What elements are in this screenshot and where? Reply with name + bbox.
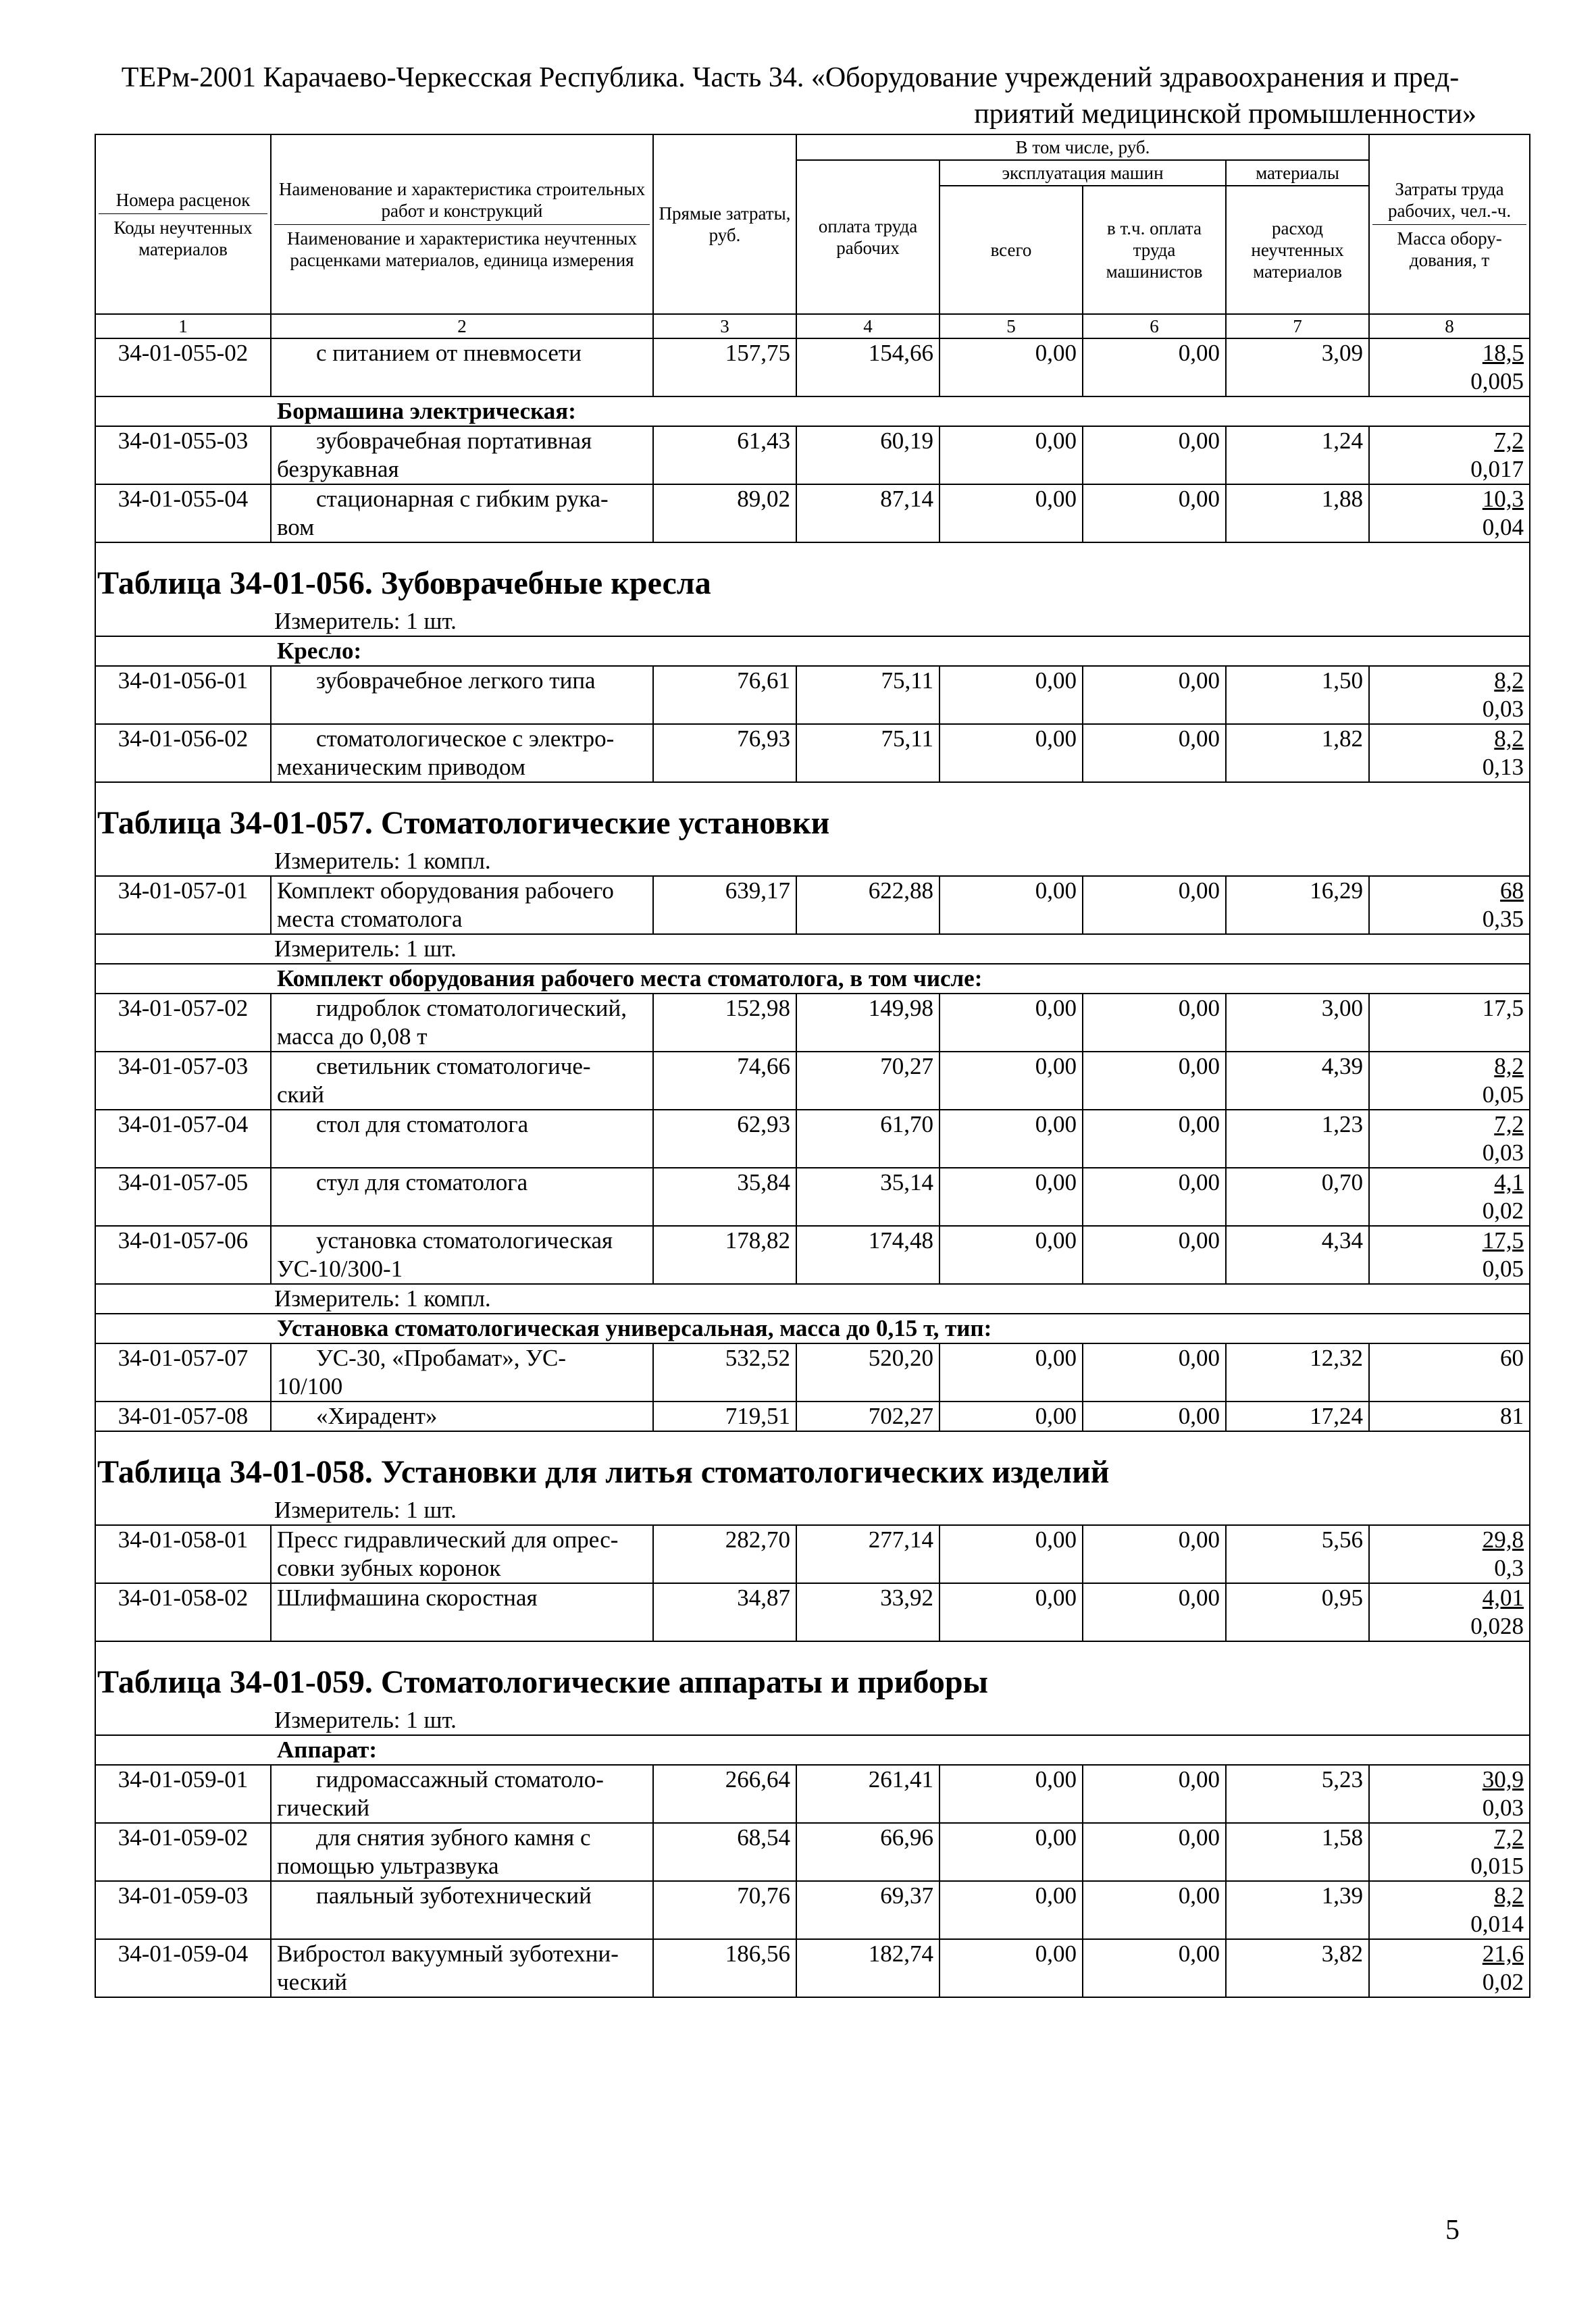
materials-cell: 1,88 [1226,484,1369,542]
labor-value: 29,8 [1482,1526,1524,1553]
mass-value: 0,13 [1482,754,1524,780]
machines-total-cell: 0,00 [939,724,1083,782]
group-row: Бормашина электрическая: [95,396,1530,426]
machines-total-cell: 0,00 [939,1168,1083,1226]
materials-cell: 3,09 [1226,338,1369,396]
page-number: 5 [1445,2215,1460,2246]
labor-pay-cell: 75,11 [796,666,939,724]
table-row [95,338,1530,396]
rate-name-cell [271,666,653,724]
name-line-2: совки зубных коронок [277,1555,501,1581]
mass-value: 0,05 [1482,1081,1524,1108]
machines-total-cell: 0,00 [939,426,1083,484]
table-row [95,994,1530,1052]
materials-cell: 3,00 [1226,994,1369,1052]
machines-total-cell: 0,00 [939,1343,1083,1402]
labor-mass-cell [1369,338,1530,396]
direct-cost-cell: 76,61 [653,666,796,724]
mass-value: 0,35 [1482,906,1524,932]
machines-total-cell: 0,00 [939,1881,1083,1939]
machines-total-cell: 0,00 [939,666,1083,724]
materials-cell: 1,82 [1226,724,1369,782]
labor-mass-cell [1369,426,1530,484]
labor-value: 60 [1500,1345,1524,1371]
machines-total-cell: 0,00 [939,1583,1083,1641]
mass-value: 0,3 [1494,1555,1524,1581]
rate-name-cell [271,484,653,542]
machinist-pay-cell: 0,00 [1083,426,1226,484]
machines-total-cell: 0,00 [939,1823,1083,1881]
table-row [95,1939,1530,1997]
labor-pay-cell: 70,27 [796,1052,939,1110]
mass-value: 0,005 [1470,368,1524,394]
mass-value: 0,04 [1482,514,1524,540]
machinist-pay-cell: 0,00 [1083,1110,1226,1168]
labor-mass-cell [1369,1402,1530,1431]
machinist-pay-cell: 0,00 [1083,1052,1226,1110]
section-title: Таблица 34-01-059. Стоматологические аппараты и приборы [97,1664,988,1700]
measure-row: Измеритель: 1 компл. [95,847,1530,876]
labor-pay-cell: 35,14 [796,1168,939,1226]
header-incl: В том числе, руб. [796,134,1369,160]
machines-total-cell: 0,00 [939,338,1083,396]
table-row [95,484,1530,542]
name-line-1: Вибростол вакуумный зуботехни- [277,1940,619,1967]
labor-value: 4,1 [1494,1169,1524,1195]
rate-name-cell [271,1343,653,1402]
spacer-row [95,1431,1530,1449]
direct-cost-cell: 34,87 [653,1583,796,1641]
name-line-1: Пресс гидравлический для опрес- [277,1526,619,1553]
rate-code-cell: 34-01-059-04 [95,1939,271,1997]
materials-cell: 5,56 [1226,1525,1369,1583]
name-line-2: места стоматолога [277,906,463,932]
direct-cost-cell: 62,93 [653,1110,796,1168]
table-row [95,1110,1530,1168]
labor-pay-cell: 66,96 [796,1823,939,1881]
name-line-1: зубоврачебная портативная [316,428,592,454]
direct-cost-cell: 70,76 [653,1881,796,1939]
labor-pay-cell: 87,14 [796,484,939,542]
labor-pay-cell: 174,48 [796,1226,939,1284]
labor-value: 8,2 [1494,1053,1524,1079]
rate-code-cell: 34-01-057-08 [95,1402,271,1431]
labor-mass-cell [1369,1110,1530,1168]
section-title-row [95,560,1530,607]
col-num: 4 [796,314,939,338]
header-pay: оплата труда рабочих [796,160,939,314]
rate-code-cell: 34-01-057-02 [95,994,271,1052]
labor-value: 4,01 [1482,1585,1524,1611]
table-row [95,1343,1530,1402]
table-row [95,1583,1530,1641]
measure-row: Измеритель: 1 шт. [95,1706,1530,1735]
machinist-pay-cell: 0,00 [1083,1343,1226,1402]
table-row [95,1226,1530,1284]
direct-cost-cell: 282,70 [653,1525,796,1583]
rate-code-cell: 34-01-057-06 [95,1226,271,1284]
machines-total-cell: 0,00 [939,1939,1083,1997]
labor-value: 7,2 [1494,428,1524,454]
name-line-1: гидроблок стоматологический, [316,995,627,1021]
labor-pay-cell: 622,88 [796,876,939,934]
name-line-2: безрукавная [277,456,399,482]
labor-mass-cell [1369,1583,1530,1641]
measure-row: Измеритель: 1 шт. [95,934,1530,964]
rate-code-cell: 34-01-055-04 [95,484,271,542]
materials-cell: 1,23 [1226,1110,1369,1168]
name-line-2: УС-10/300-1 [277,1256,403,1282]
table-row [95,1881,1530,1939]
rate-code-cell: 34-01-059-01 [95,1765,271,1823]
machines-total-cell: 0,00 [939,1052,1083,1110]
machinist-pay-cell: 0,00 [1083,1525,1226,1583]
labor-mass-cell [1369,1343,1530,1402]
name-line-1: паяльный зуботехнический [316,1882,592,1909]
machinist-pay-cell: 0,00 [1083,876,1226,934]
group-row: Аппарат: [95,1735,1530,1765]
header-labor: Затраты труда рабочих, чел.-ч. Масса обору-дования, т [1369,134,1530,314]
labor-value: 10,3 [1482,486,1524,512]
name-line-1: с питанием от пневмосети [316,340,582,366]
rate-code-cell: 34-01-056-01 [95,666,271,724]
name-line-2: ческий [277,1969,348,1995]
direct-cost-cell: 61,43 [653,426,796,484]
machinist-pay-cell: 0,00 [1083,1402,1226,1431]
rate-name-cell [271,1939,653,1997]
name-line-1: зубоврачебное легкого типа [316,667,596,694]
materials-cell: 16,29 [1226,876,1369,934]
col-num: 5 [939,314,1083,338]
name-line-2: масса до 0,08 т [277,1023,428,1050]
rate-code-cell: 34-01-055-02 [95,338,271,396]
direct-cost-cell: 532,52 [653,1343,796,1402]
labor-mass-cell [1369,994,1530,1052]
rate-name-cell [271,1052,653,1110]
machines-total-cell: 0,00 [939,1765,1083,1823]
col-num: 1 [95,314,271,338]
mass-value: 0,03 [1482,1139,1524,1166]
machinist-pay-cell: 0,00 [1083,666,1226,724]
labor-value: 7,2 [1494,1824,1524,1851]
labor-mass-cell [1369,724,1530,782]
machinist-pay-cell: 0,00 [1083,1226,1226,1284]
name-line-2: ский [277,1081,324,1108]
machinist-pay-cell: 0,00 [1083,1765,1226,1823]
labor-pay-cell: 702,27 [796,1402,939,1431]
labor-value: 7,2 [1494,1111,1524,1137]
rate-code-cell: 34-01-058-02 [95,1583,271,1641]
machinist-pay-cell: 0,00 [1083,994,1226,1052]
mass-value: 0,03 [1482,1795,1524,1821]
rate-name-cell [271,1881,653,1939]
labor-value: 8,2 [1494,667,1524,694]
materials-cell: 1,39 [1226,1881,1369,1939]
header-machines: эксплуатация машин [939,160,1226,186]
labor-value: 17,5 [1482,995,1524,1021]
machinist-pay-cell: 0,00 [1083,1881,1226,1939]
machines-total-cell: 0,00 [939,1226,1083,1284]
rate-name-cell [271,338,653,396]
table-row [95,724,1530,782]
rate-code-cell: 34-01-058-01 [95,1525,271,1583]
rate-code-cell: 34-01-057-03 [95,1052,271,1110]
rate-name-cell [271,1168,653,1226]
table-row [95,1525,1530,1583]
direct-cost-cell: 639,17 [653,876,796,934]
rate-code-cell: 34-01-059-03 [95,1881,271,1939]
name-line-1: УС-30, «Пробамат», УС- [316,1345,567,1371]
direct-cost-cell: 76,93 [653,724,796,782]
name-line-1: стул для стоматолога [316,1169,528,1195]
direct-cost-cell: 89,02 [653,484,796,542]
machinist-pay-cell: 0,00 [1083,484,1226,542]
materials-cell: 17,24 [1226,1402,1369,1431]
labor-mass-cell [1369,1881,1530,1939]
name-line-1: для снятия зубного камня с [316,1824,591,1851]
machines-total-cell: 0,00 [939,994,1083,1052]
mass-value: 0,014 [1470,1911,1524,1937]
labor-mass-cell [1369,1525,1530,1583]
labor-mass-cell [1369,484,1530,542]
rate-code-cell: 34-01-057-01 [95,876,271,934]
rate-name-cell [271,724,653,782]
table-row [95,1765,1530,1823]
table-row [95,666,1530,724]
machinist-pay-cell: 0,00 [1083,1583,1226,1641]
header-incl-pay: в т.ч. оплата труда машинистов [1083,186,1226,314]
labor-pay-cell: 75,11 [796,724,939,782]
labor-pay-cell: 277,14 [796,1525,939,1583]
spacer-row [95,542,1530,560]
materials-cell: 12,32 [1226,1343,1369,1402]
table-row [95,1402,1530,1431]
col-num: 2 [271,314,653,338]
rate-code-cell: 34-01-057-05 [95,1168,271,1226]
mass-value: 0,02 [1482,1198,1524,1224]
direct-cost-cell: 68,54 [653,1823,796,1881]
labor-pay-cell: 154,66 [796,338,939,396]
labor-pay-cell: 149,98 [796,994,939,1052]
direct-cost-cell: 178,82 [653,1226,796,1284]
rate-name-cell [271,994,653,1052]
materials-cell: 5,23 [1226,1765,1369,1823]
section-title-row [95,800,1530,847]
rate-code-cell: 34-01-057-04 [95,1110,271,1168]
table-header [95,134,1530,338]
labor-value: 18,5 [1482,340,1524,366]
name-line-1: Шлифмашина скоростная [277,1585,538,1611]
rate-name-cell [271,1226,653,1284]
section-title: Таблица 34-01-057. Стоматологические установки [97,805,830,841]
rate-name-cell [271,1823,653,1881]
section-title: Таблица 34-01-058. Установки для литья стоматологических изделий [97,1454,1110,1490]
mass-value: 0,05 [1482,1256,1524,1282]
labor-pay-cell: 60,19 [796,426,939,484]
materials-cell: 3,82 [1226,1939,1369,1997]
table-row [95,1823,1530,1881]
name-line-2: вом [277,514,315,540]
measure-row: Измеритель: 1 шт. [95,1496,1530,1525]
header-line-2: приятий медицинской промышленности» [974,99,1476,130]
machines-total-cell: 0,00 [939,1402,1083,1431]
rates-table [95,134,1530,1998]
group-row: Кресло: [95,636,1530,666]
name-line-1: «Хирадент» [316,1403,438,1429]
header-line-1: ТЕРм-2001 Карачаево-Черкесская Республика. Часть 34. «Оборудование учреждений здравоохранения и пред- [121,62,1460,93]
labor-mass-cell [1369,666,1530,724]
machinist-pay-cell: 0,00 [1083,1823,1226,1881]
labor-mass-cell [1369,1939,1530,1997]
materials-cell: 1,24 [1226,426,1369,484]
mass-value: 0,017 [1470,456,1524,482]
materials-cell: 4,39 [1226,1052,1369,1110]
labor-mass-cell [1369,1823,1530,1881]
rate-name-cell [271,1525,653,1583]
labor-pay-cell: 69,37 [796,1881,939,1939]
direct-cost-cell: 35,84 [653,1168,796,1226]
labor-value: 81 [1500,1403,1524,1429]
name-line-1: стационарная с гибким рука- [316,486,609,512]
labor-value: 30,9 [1482,1766,1524,1793]
table-row [95,876,1530,934]
name-line-2: гический [277,1795,370,1821]
name-line-1: Комплект оборудования рабочего [277,877,614,904]
labor-pay-cell: 261,41 [796,1765,939,1823]
page-header [101,59,1479,132]
rate-code-cell: 34-01-056-02 [95,724,271,782]
materials-cell: 0,70 [1226,1168,1369,1226]
col-num: 8 [1369,314,1530,338]
rate-name-cell [271,1110,653,1168]
direct-cost-cell: 186,56 [653,1939,796,1997]
column-numbers-row [95,314,1530,338]
machinist-pay-cell: 0,00 [1083,1939,1226,1997]
labor-value: 17,5 [1482,1227,1524,1254]
col-num: 6 [1083,314,1226,338]
name-line-1: стол для стоматолога [316,1111,529,1137]
direct-cost-cell: 157,75 [653,338,796,396]
section-title: Таблица 34-01-056. Зубоврачебные кресла [97,565,711,601]
section-title-row [95,1659,1530,1706]
rate-name-cell [271,1765,653,1823]
header-total: всего [939,186,1083,314]
labor-mass-cell [1369,1052,1530,1110]
materials-cell: 4,34 [1226,1226,1369,1284]
labor-value: 21,6 [1482,1940,1524,1967]
col-num: 7 [1226,314,1369,338]
table-body [95,338,1530,1997]
rate-name-cell [271,426,653,484]
header-materials: материалы [1226,160,1369,186]
direct-cost-cell: 266,64 [653,1765,796,1823]
name-line-1: установка стоматологическая [316,1227,613,1254]
direct-cost-cell: 152,98 [653,994,796,1052]
table-row [95,1168,1530,1226]
name-line-1: гидромассажный стоматоло- [316,1766,604,1793]
labor-mass-cell [1369,876,1530,934]
header-name: Наименование и характеристика строительных работ и конструкций Наименование и характеристика неучтенных расценками материалов, единица измерения [271,134,653,314]
mass-value: 0,028 [1470,1613,1524,1639]
table-row [95,426,1530,484]
labor-mass-cell [1369,1765,1530,1823]
mass-value: 0,015 [1470,1853,1524,1879]
machines-total-cell: 0,00 [939,1525,1083,1583]
col-num: 3 [653,314,796,338]
spacer-row [95,1641,1530,1659]
name-line-2: механическим приводом [277,754,525,780]
materials-cell: 1,50 [1226,666,1369,724]
labor-pay-cell: 520,20 [796,1343,939,1402]
mass-value: 0,03 [1482,696,1524,722]
labor-pay-cell: 33,92 [796,1583,939,1641]
labor-pay-cell: 61,70 [796,1110,939,1168]
machines-total-cell: 0,00 [939,484,1083,542]
group-row: Установка стоматологическая универсальная, масса до 0,15 т, тип: [95,1314,1530,1343]
labor-value: 8,2 [1494,725,1524,752]
rate-name-cell [271,1402,653,1431]
machines-total-cell: 0,00 [939,1110,1083,1168]
rate-code-cell: 34-01-055-03 [95,426,271,484]
labor-mass-cell [1369,1168,1530,1226]
materials-cell: 0,95 [1226,1583,1369,1641]
labor-value: 8,2 [1494,1882,1524,1909]
labor-value: 68 [1500,877,1524,904]
rate-name-cell [271,1583,653,1641]
name-line-2: помощью ультразвука [277,1853,499,1879]
header-mat-use: расход неучтенных материалов [1226,186,1369,314]
rate-name-cell [271,876,653,934]
header-direct: Прямые затраты, руб. [653,134,796,314]
labor-pay-cell: 182,74 [796,1939,939,1997]
name-line-2: 10/100 [277,1373,343,1399]
measure-row: Измеритель: 1 шт. [95,607,1530,636]
name-line-1: светильник стоматологиче- [316,1053,591,1079]
header-code: Номера расценок Коды неучтенных материалов [95,134,271,314]
direct-cost-cell: 719,51 [653,1402,796,1431]
measure-row: Измеритель: 1 компл. [95,1284,1530,1314]
machinist-pay-cell: 0,00 [1083,724,1226,782]
group-row: Комплект оборудования рабочего места стоматолога, в том числе: [95,964,1530,994]
materials-cell: 1,58 [1226,1823,1369,1881]
name-line-1: стоматологическое с электро- [316,725,615,752]
spacer-row [95,782,1530,800]
direct-cost-cell: 74,66 [653,1052,796,1110]
machinist-pay-cell: 0,00 [1083,1168,1226,1226]
table-row [95,1052,1530,1110]
labor-mass-cell [1369,1226,1530,1284]
machines-total-cell: 0,00 [939,876,1083,934]
rate-code-cell: 34-01-057-07 [95,1343,271,1402]
mass-value: 0,02 [1482,1969,1524,1995]
machinist-pay-cell: 0,00 [1083,338,1226,396]
section-title-row [95,1449,1530,1496]
rate-code-cell: 34-01-059-02 [95,1823,271,1881]
